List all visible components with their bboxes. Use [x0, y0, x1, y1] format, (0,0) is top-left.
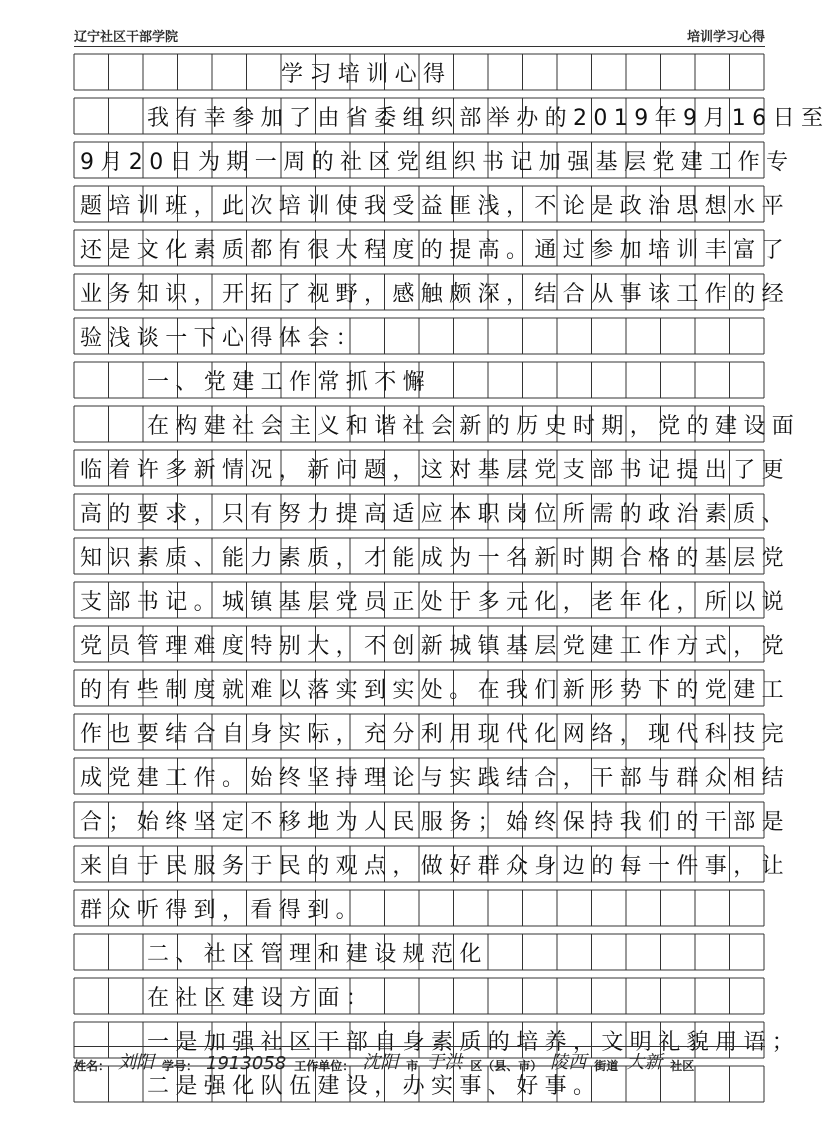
footer-divider	[74, 1046, 765, 1047]
unit-label: 工作单位：	[294, 1059, 355, 1073]
essay-line: 二、社区管理和建设规范化	[147, 941, 488, 967]
name-label: 姓名：	[74, 1059, 111, 1073]
street-value: 陵西	[550, 1052, 587, 1073]
essay-line: 来自于民服务于民的观点，做好群众身边的每一件事，让	[80, 853, 791, 879]
essay-line: 成党建工作。始终坚持理论与实践结合，干部与群众相结	[80, 765, 791, 791]
essay-line: 我有幸参加了由省委组织部举办的2019年9月16日至	[147, 105, 829, 131]
essay-line: 业务知识，开拓了视野，感触颇深，结合从事该工作的经	[80, 281, 791, 307]
id-label: 学号：	[162, 1059, 199, 1073]
essay-line: 9月20日为期一周的社区党组织书记加强基层党建工作专	[80, 149, 795, 175]
street-label: 街道	[594, 1059, 619, 1073]
essay-line: 支部书记。城镇基层党员正处于多元化，老年化，所以说	[80, 589, 791, 615]
essay-line: 群众听得到，看得到。	[80, 897, 365, 923]
district-value: 于洪	[426, 1052, 463, 1073]
student-info-footer	[74, 1048, 765, 1074]
city-value: 沈阳	[362, 1052, 399, 1073]
essay-line: 还是文化素质都有很大程度的提高。通过参加培训丰富了	[80, 237, 791, 263]
essay-title: 学习培训心得	[281, 61, 452, 87]
district-label: 区（县、市）	[470, 1059, 543, 1073]
essay-line: 在社区建设方面：	[147, 985, 375, 1011]
id-value: 1913058	[206, 1053, 287, 1074]
essay-line: 一、党建工作常抓不懈	[147, 369, 432, 395]
essay-line: 临着许多新情况，新问题，这对基层党支部书记提出了更	[80, 457, 791, 483]
name-value: 刘阳	[118, 1052, 155, 1073]
community-label: 社区	[670, 1059, 695, 1073]
essay-line: 验浅谈一下心得体会：	[80, 325, 365, 351]
city-label: 市	[406, 1059, 419, 1073]
essay-line: 党员管理难度特别大，不创新城镇基层党建工作方式，党	[80, 633, 791, 659]
essay-line: 知识素质、能力素质，才能成为一名新时期合格的基层党	[80, 545, 791, 571]
header-school-name: 辽宁社区干部学院	[74, 30, 179, 45]
essay-line: 的有些制度就难以落实到实处。在我们新形势下的党建工	[80, 677, 791, 703]
essay-line: 一是加强社区干部自身素质的培养，文明礼貌用语；	[147, 1029, 801, 1055]
essay-line: 合；始终坚定不移地为人民服务；始终保持我们的干部是	[80, 809, 791, 835]
essay-line: 题培训班，此次培训使我受益匪浅，不论是政治思想水平	[80, 193, 791, 219]
essay-line: 在构建社会主义和谐社会新的历史时期，党的建设面	[147, 413, 801, 439]
community-value: 大新	[626, 1052, 663, 1073]
essay-line: 高的要求，只有努力提高适应本职岗位所需的政治素质、	[80, 501, 791, 527]
essay-line: 二是强化队伍建设，办实事、好事。	[147, 1073, 602, 1099]
essay-line: 作也要结合自身实际，充分利用现代化网络，现代科技完	[80, 721, 791, 747]
header-doc-type: 培训学习心得	[686, 30, 765, 45]
